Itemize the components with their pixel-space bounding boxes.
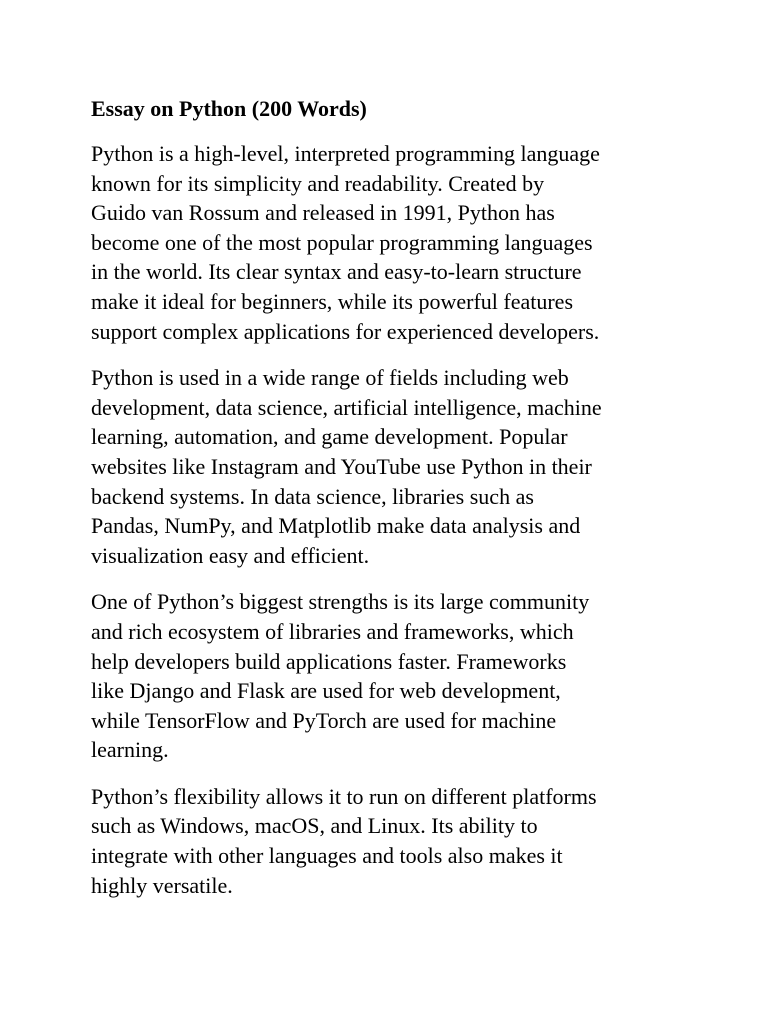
paragraph-line: like Django and Flask are used for web development, <box>91 678 561 704</box>
paragraph-line: help developers build applications faster. Frameworks <box>91 648 567 674</box>
paragraph-line: make it ideal for beginners, while its powerful features <box>91 288 574 314</box>
paragraph-line: such as Windows, macOS, and Linux. Its ability to <box>91 813 538 839</box>
paragraph-line: while TensorFlow and PyTorch are used for machine <box>91 707 557 733</box>
paragraph-line: learning, automation, and game development. Popular <box>91 424 568 450</box>
paragraph-line: and rich ecosystem of libraries and frameworks, which <box>91 618 574 644</box>
paragraph-line: Python is used in a wide range of fields including web <box>91 365 569 391</box>
paragraph-4 <box>91 782 691 900</box>
paragraph-line: development, data science, artificial intelligence, machine <box>91 394 602 420</box>
paragraph-line: known for its simplicity and readability. Created by <box>91 170 545 196</box>
paragraph-line: Guido van Rossum and released in 1991, Python has <box>91 200 555 226</box>
paragraph-line: Pandas, NumPy, and Matplotlib make data analysis and <box>91 513 581 539</box>
paragraph-line: backend systems. In data science, libraries such as <box>91 483 534 509</box>
paragraph-line: Python’s flexibility allows it to run on different platforms <box>91 783 597 809</box>
paragraph-line: One of Python’s biggest strengths is its large community <box>91 589 590 615</box>
document-title: Essay on Python (200 Words) <box>91 96 367 121</box>
paragraph-line: support complex applications for experienced developers. <box>91 318 600 344</box>
paragraph-2 <box>91 363 691 570</box>
paragraph-line: integrate with other languages and tools also makes it <box>91 843 563 869</box>
paragraph-3 <box>91 587 691 765</box>
paragraph-line: visualization easy and efficient. <box>91 542 370 568</box>
paragraph-line: in the world. Its clear syntax and easy-to-learn structure <box>91 259 582 285</box>
document-body <box>91 94 691 917</box>
paragraph-line: learning. <box>91 737 169 763</box>
paragraph-line: websites like Instagram and YouTube use Python in their <box>91 453 592 479</box>
paragraph-line: highly versatile. <box>91 872 233 898</box>
paragraph-1 <box>91 139 691 346</box>
paragraph-line: become one of the most popular programming languages <box>91 229 593 255</box>
paragraph-line: Python is a high-level, interpreted programming language <box>91 141 600 166</box>
